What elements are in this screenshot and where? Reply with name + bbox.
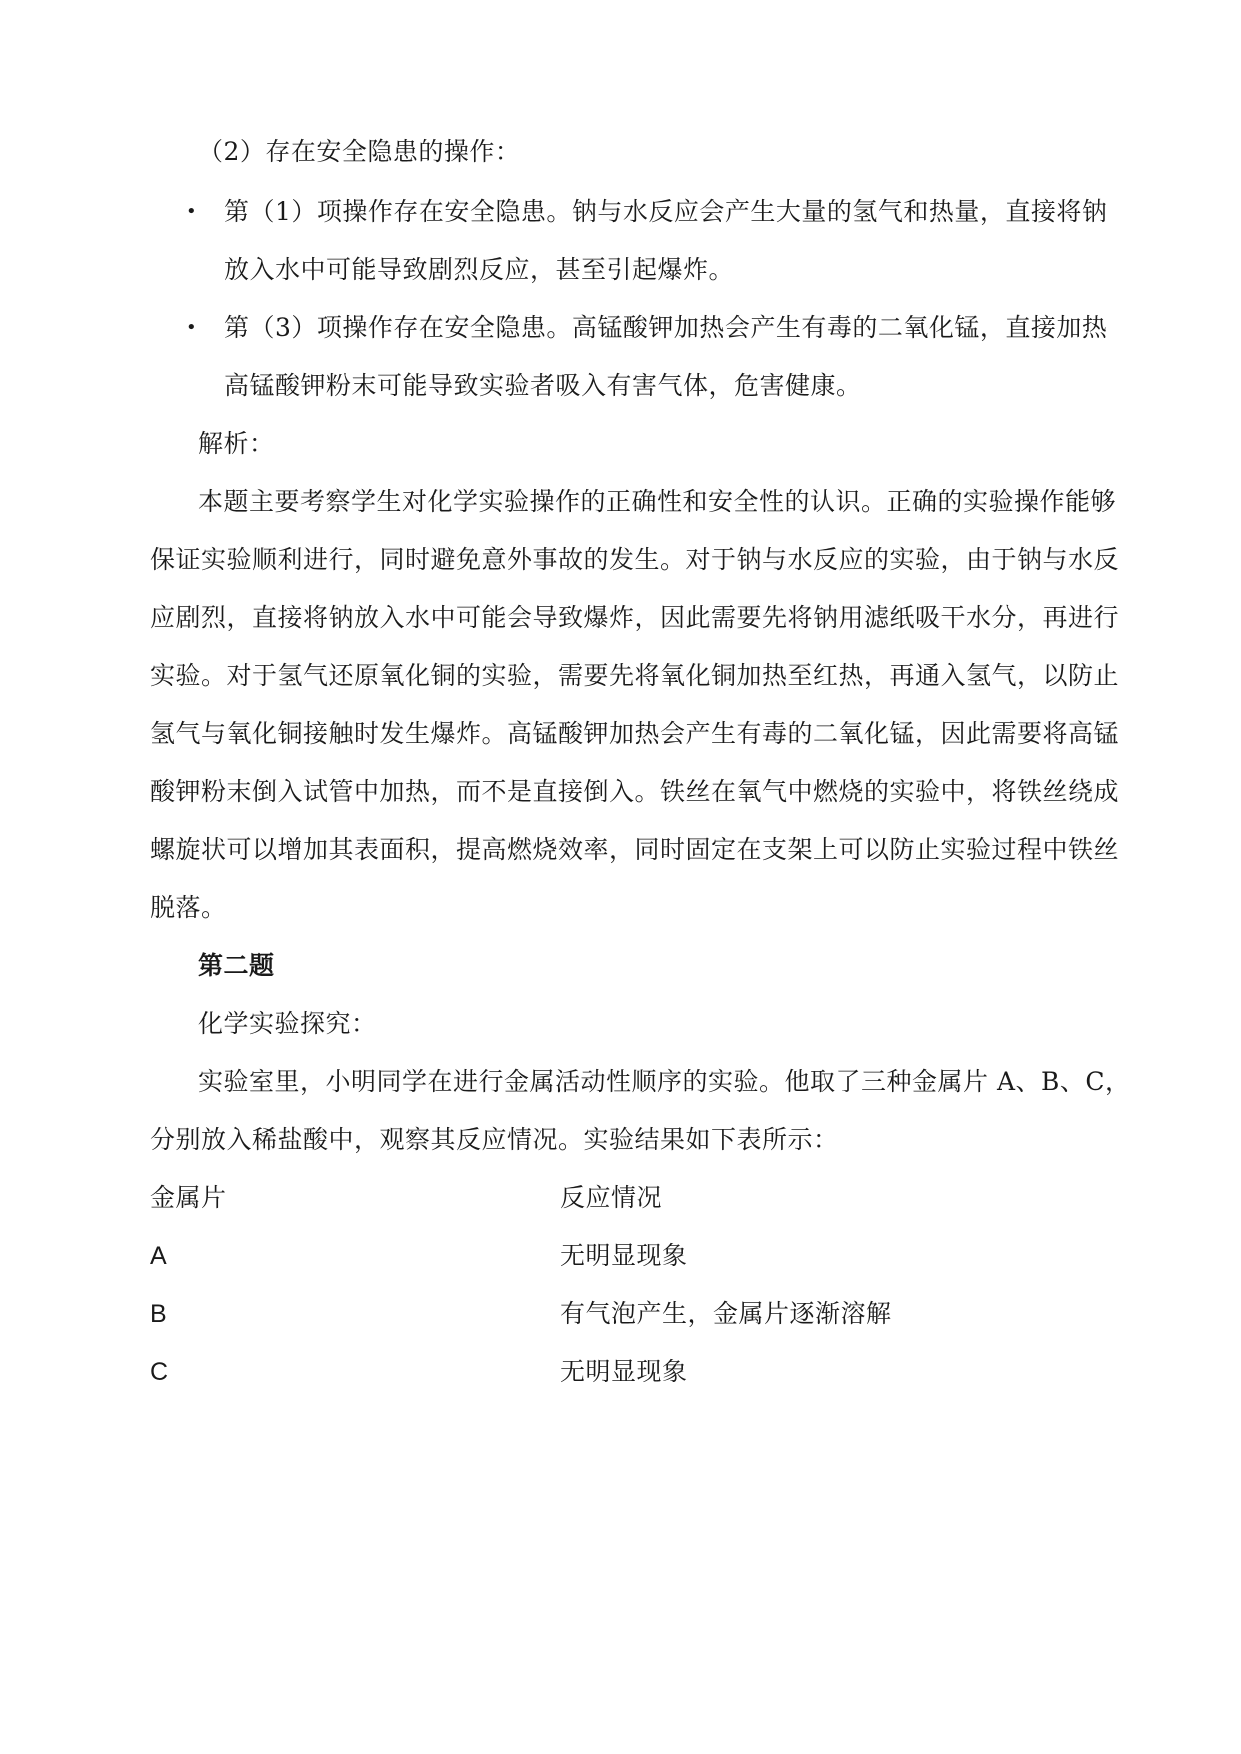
- table-cell-metal-c: C: [150, 1358, 169, 1386]
- analysis-line-5: 氢气与氧化铜接触时发生爆炸。高锰酸钾加热会产生有毒的二氧化锰，因此需要将高锰: [150, 719, 1120, 748]
- analysis-label: 解析：: [198, 429, 275, 458]
- analysis-line-3: 应剧烈，直接将钠放入水中可能会导致爆炸，因此需要先将钠用滤纸吸干水分，再进行: [150, 603, 1120, 632]
- question-2-intro-line-2: 分别放入稀盐酸中，观察其反应情况。实验结果如下表所示：: [150, 1125, 839, 1154]
- bullet-2-line-1: 第（3）项操作存在安全隐患。高锰酸钾加热会产生有毒的二氧化锰，直接加热: [224, 313, 1108, 342]
- table-cell-metal-b: B: [150, 1300, 168, 1328]
- analysis-line-2: 保证实验顺利进行，同时避免意外事故的发生。对于钠与水反应的实验，由于钠与水反: [150, 545, 1120, 574]
- bullet-1-line-1: 第（1）项操作存在安全隐患。钠与水反应会产生大量的氢气和热量，直接将钠: [224, 197, 1108, 226]
- section-heading: （2）存在安全隐患的操作：: [198, 137, 521, 166]
- analysis-line-4: 实验。对于氢气还原氧化铜的实验，需要先将氧化铜加热至红热，再通入氢气，以防止: [150, 661, 1120, 690]
- table-cell-reaction-a: 无明显现象: [560, 1241, 688, 1270]
- bullet-1-line-2: 放入水中可能导致剧烈反应，甚至引起爆炸。: [224, 255, 735, 284]
- analysis-line-6: 酸钾粉末倒入试管中加热，而不是直接倒入。铁丝在氧气中燃烧的实验中，将铁丝绕成: [150, 777, 1120, 806]
- table-header-reaction: 反应情况: [560, 1183, 663, 1212]
- table-cell-reaction-c: 无明显现象: [560, 1357, 688, 1386]
- analysis-line-1: 本题主要考察学生对化学实验操作的正确性和安全性的认识。正确的实验操作能够: [198, 487, 1117, 516]
- analysis-line-8: 脱落。: [150, 893, 227, 922]
- table-header-metal: 金属片: [150, 1183, 227, 1212]
- bullet-2-line-2: 高锰酸钾粉末可能导致实验者吸入有害气体，危害健康。: [224, 371, 862, 400]
- question-2-intro-line-1: 实验室里，小明同学在进行金属活动性顺序的实验。他取了三种金属片 A、B、C，: [198, 1067, 1131, 1096]
- analysis-line-7: 螺旋状可以增加其表面积，提高燃烧效率，同时固定在支架上可以防止实验过程中铁丝: [150, 835, 1120, 864]
- question-2-title: 第二题: [198, 951, 275, 980]
- bullet-dot-1: •: [186, 201, 197, 222]
- table-cell-metal-a: A: [150, 1242, 168, 1270]
- question-2-subtitle: 化学实验探究：: [198, 1009, 377, 1038]
- bullet-dot-2: •: [186, 317, 197, 338]
- table-cell-reaction-b: 有气泡产生，金属片逐渐溶解: [560, 1299, 892, 1328]
